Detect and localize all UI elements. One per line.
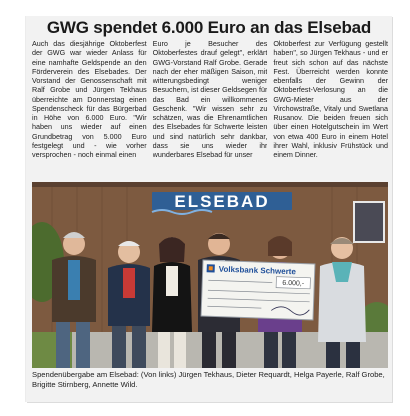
column-1-text: Auch das diesjährige Oktoberfest der GWG war wieder Anlass für eine namhafte Geldspende an den Förderverein des Elsebades. Der Vorstand der Genossenschaft mit Ralf Grobe und Jürgen Tekhaus überreichte am Donnerstag einen Spendenscheck für das Bürgerbad in Höhe von 6.000 Euro. "Wir haben uns wieder auf einen Grundbetrag von 5.000 Euro festgelegt und - wie vorher versprochen - noch einmal einen — [32, 39, 147, 159]
newspaper-clipping — [26, 16, 392, 402]
column-2-text: Euro je Besucher des Oktoberfestes drauf gelegt", erklärt GWG-Vorstand Ralf Grobe. Gerade nach der eher mäßigen Saison, mit witterungsbedingt weniger Besuchern, ist dieser Geldsegen für das Bad ein willkommenes Geschenk. "Wir wissen sehr zu schätzen, was die Ehrenamtlichen des Elsebades für Schwerte leisten und sind natürlich sehr dankbar, dass sie uns wieder ihr wunderbares Elsebad für unser — [152, 39, 268, 159]
roof-edge — [32, 182, 388, 187]
article-photo — [32, 182, 388, 368]
elsebad-sign-text: ELSEBAD — [174, 192, 270, 211]
building-window — [354, 202, 384, 242]
article-headline: GWG spendet 6.000 Euro an das Elsebad — [46, 18, 372, 37]
article-column-1 — [32, 39, 147, 181]
article-column-2 — [153, 39, 268, 181]
column-3-text: Oktoberfest zur Verfügung gestellt haben", so Jürgen Tekhaus - und er freut sich schon auf das nächste Fest. Überreicht werden konnte ebenfalls der Gewinn der Oktoberfest-Verlosung an die GWG-Mieter aus der Virchowstraße, Vitaly und Swetlana Rusanov. Die beiden freuen sich über einen Hotelgutschein im Wert von etwa 400 Euro in einem Hotel ihrer Wahl, inklusiv Frühstück und einem Dinner. — [273, 39, 389, 159]
article-column-3 — [273, 39, 388, 181]
cheque-amount: 6.000,- — [282, 279, 305, 288]
cheque-bank-name: Volksbank Schwerte — [218, 264, 297, 277]
article-body — [32, 39, 388, 181]
photo-illustration — [32, 182, 388, 368]
photo-caption: Spendenübergabe am Elsebad: (Von links) Jürgen Tekhaus, Dieter Requardt, Helga Payerle, Ralf Grobe, Brigitte Stirnberg, Annette Wild. — [32, 370, 385, 389]
donation-cheque — [201, 260, 315, 320]
